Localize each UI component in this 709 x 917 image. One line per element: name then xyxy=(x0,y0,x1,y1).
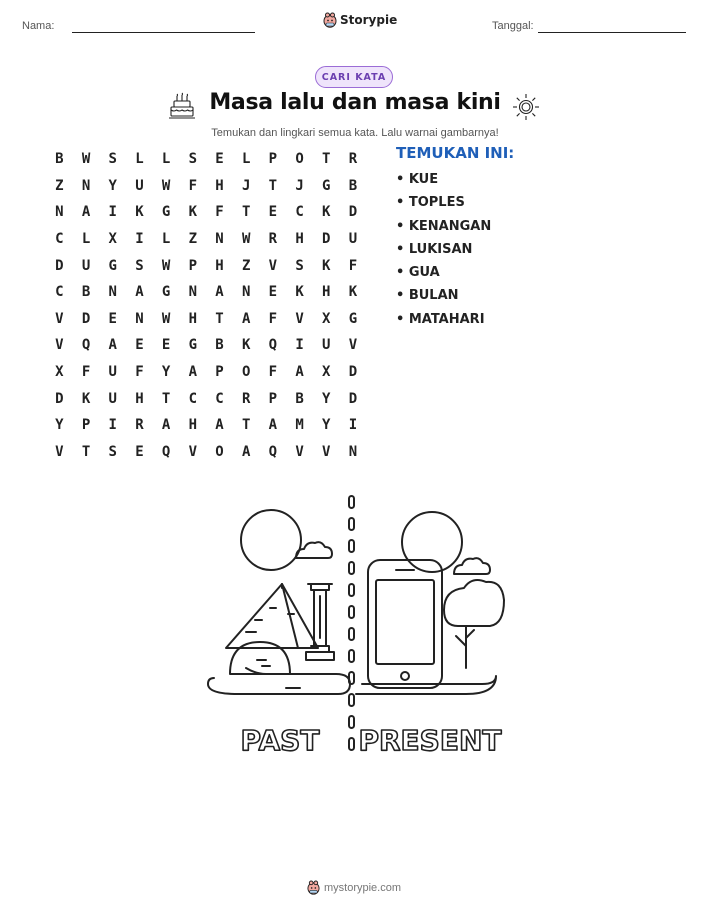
present-sun xyxy=(402,512,462,572)
grid-letter: G xyxy=(322,177,331,194)
present-label: PRESENT xyxy=(358,724,502,757)
grid-letter: Q xyxy=(81,337,91,354)
grid-letter: F xyxy=(188,177,197,194)
grid-letter: C xyxy=(215,390,224,407)
word-item: • MATAHARI xyxy=(396,311,485,327)
grid-letter: Y xyxy=(108,177,117,194)
grid-letter: E xyxy=(161,337,171,354)
grid-letter: F xyxy=(348,257,358,274)
grid-letter: N xyxy=(348,443,358,460)
grid-letter: S xyxy=(295,257,304,274)
storypie-mascot-icon xyxy=(307,880,320,895)
grid-letter: V xyxy=(268,257,278,274)
grid-letter: D xyxy=(55,390,64,407)
grid-letter: E xyxy=(135,337,144,354)
grid-letter: H xyxy=(135,390,144,407)
grid-letter: A xyxy=(215,284,224,301)
grid-letter: E xyxy=(215,151,224,168)
grid-letter: P xyxy=(81,417,91,434)
date-label: Tanggal: xyxy=(492,20,534,32)
grid-letter: T xyxy=(161,390,171,407)
grid-letter: Q xyxy=(268,443,278,460)
grid-letter: F xyxy=(81,364,91,381)
grid-letter: A xyxy=(188,364,197,381)
grid-letter: V xyxy=(295,443,304,460)
grid-letter: E xyxy=(108,310,117,327)
grid-letter: L xyxy=(241,151,251,168)
grid-letter: J xyxy=(295,177,304,194)
grid-letter: I xyxy=(108,204,117,221)
grid-letter: I xyxy=(295,337,304,354)
word-list xyxy=(396,170,491,333)
grid-letter: Z xyxy=(188,231,197,248)
word-item: • KUE xyxy=(396,172,439,187)
grid-letter: G xyxy=(161,284,171,301)
grid-letter: T xyxy=(322,151,331,168)
word-item: • KENANGAN xyxy=(396,218,492,234)
brand-name: Storypie xyxy=(340,13,398,27)
past-label: PAST xyxy=(240,724,320,757)
footer xyxy=(307,880,401,895)
grid-letter: K xyxy=(135,204,144,221)
grid-letter: H xyxy=(215,257,224,274)
grid-letter: A xyxy=(215,417,224,434)
footer-url: mystorypie.com xyxy=(324,881,402,894)
word-item: • TOPLES xyxy=(396,195,465,211)
grid-letter: O xyxy=(295,151,304,168)
name-label: Nama: xyxy=(22,20,55,32)
grid-letter: U xyxy=(81,257,91,274)
word-search-grid xyxy=(46,146,366,465)
grid-letter: E xyxy=(268,284,278,301)
grid-letter: A xyxy=(268,417,278,434)
sun-icon xyxy=(512,93,540,121)
grid-letter: C xyxy=(55,231,64,248)
grid-letter: N xyxy=(215,231,224,248)
grid-letter: V xyxy=(55,337,64,354)
grid-letter: D xyxy=(55,257,64,274)
grid-letter: B xyxy=(348,177,358,194)
grid-letter: Z xyxy=(55,177,64,194)
grid-letter: S xyxy=(135,257,144,274)
grid-letter: D xyxy=(348,204,358,221)
pyramid xyxy=(226,584,318,648)
grid-letter: J xyxy=(241,177,251,194)
grid-letter: L xyxy=(161,151,171,168)
grid-letter: N xyxy=(135,310,144,327)
grid-letter: A xyxy=(108,337,117,354)
grid-letter: E xyxy=(268,204,278,221)
grid-letter: N xyxy=(55,204,64,221)
grid-letter: O xyxy=(215,443,224,460)
grid-letter: P xyxy=(268,151,278,168)
grid-letter: T xyxy=(268,177,278,194)
grid-letter: B xyxy=(215,337,224,354)
tree xyxy=(444,580,504,626)
grid-letter: H xyxy=(188,310,197,327)
grid-letter: P xyxy=(215,364,224,381)
grid-letter: A xyxy=(241,443,251,460)
grid-letter: K xyxy=(322,204,331,221)
present-ground xyxy=(356,676,496,694)
grid-letter: U xyxy=(348,231,358,248)
grid-letter: F xyxy=(268,310,278,327)
grid-letter: B xyxy=(81,284,91,301)
word-list-title: TEMUKAN INI: xyxy=(396,144,515,162)
grid-letter: V xyxy=(322,443,331,460)
grid-letter: G xyxy=(188,337,197,354)
cave-dome xyxy=(230,642,290,674)
brand-logo xyxy=(323,12,397,28)
past-moon xyxy=(241,510,301,570)
grid-letter: A xyxy=(161,417,171,434)
date-line xyxy=(538,32,686,33)
grid-letter: V xyxy=(188,443,197,460)
grid-letter: A xyxy=(241,310,251,327)
grid-letter: P xyxy=(268,390,278,407)
grid-letter: T xyxy=(215,310,224,327)
grid-letter: H xyxy=(295,231,304,248)
instructions: Temukan dan lingkari semua kata. Lalu warnai gambarnya! xyxy=(211,127,499,139)
grid-letter: V xyxy=(55,310,64,327)
grid-letter: W xyxy=(81,151,91,168)
grid-letter: C xyxy=(55,284,64,301)
grid-letter: R xyxy=(241,390,251,407)
center-divider xyxy=(349,496,354,750)
activity-badge: CARI KATA xyxy=(315,66,393,88)
grid-letter: W xyxy=(161,310,171,327)
grid-letter: L xyxy=(135,151,144,168)
grid-letter: T xyxy=(81,443,91,460)
page-title: Masa lalu dan masa kini xyxy=(209,90,501,115)
grid-letter: X xyxy=(322,364,331,381)
grid-letter: U xyxy=(108,364,117,381)
past-present-illustration xyxy=(200,488,510,768)
word-item: • GUA xyxy=(396,265,440,281)
grid-letter: R xyxy=(348,151,358,168)
grid-letter: D xyxy=(81,310,91,327)
grid-letter: X xyxy=(55,364,64,381)
grid-letter: N xyxy=(188,284,197,301)
grid-letter: W xyxy=(161,257,171,274)
grid-letter: U xyxy=(135,177,144,194)
grid-letter: I xyxy=(135,231,144,248)
grid-letter: Z xyxy=(241,257,251,274)
birthday-cake-icon xyxy=(168,92,196,120)
grid-letter: P xyxy=(188,257,197,274)
grid-letter: K xyxy=(241,337,251,354)
grid-letter: T xyxy=(241,417,251,434)
grid-letter: G xyxy=(348,310,358,327)
grid-letter: K xyxy=(348,284,358,301)
grid-letter: L xyxy=(81,231,91,248)
grid-letter: D xyxy=(348,390,358,407)
grid-letter: I xyxy=(108,417,117,434)
grid-letter: O xyxy=(241,364,251,381)
grid-letter: G xyxy=(161,204,171,221)
grid-letter: G xyxy=(108,257,117,274)
grid-letter: H xyxy=(322,284,331,301)
grid-letter: A xyxy=(81,204,91,221)
present-cloud xyxy=(454,558,490,574)
name-line xyxy=(72,32,255,33)
grid-letter: Q xyxy=(161,443,171,460)
grid-letter: W xyxy=(161,177,171,194)
grid-letter: Y xyxy=(322,390,331,407)
grid-letter: R xyxy=(135,417,144,434)
grid-letter: A xyxy=(295,364,304,381)
grid-letter: B xyxy=(295,390,304,407)
grid-letter: V xyxy=(55,443,64,460)
grid-letter: F xyxy=(268,364,278,381)
grid-letter: N xyxy=(81,177,91,194)
grid-letter: H xyxy=(215,177,224,194)
grid-letter: K xyxy=(188,204,197,221)
grid-letter: F xyxy=(215,204,224,221)
grid-letter: F xyxy=(135,364,144,381)
grid-letter: R xyxy=(268,231,278,248)
grid-letter: K xyxy=(81,390,91,407)
grid-letter: V xyxy=(295,310,304,327)
grid-letter: N xyxy=(108,284,117,301)
grid-letter: K xyxy=(322,257,331,274)
grid-letter: N xyxy=(241,284,251,301)
grid-letter: C xyxy=(188,390,197,407)
grid-letter: C xyxy=(295,204,304,221)
word-item: • LUKISAN xyxy=(396,241,473,257)
grid-letter: T xyxy=(241,204,251,221)
grid-letter: D xyxy=(348,364,358,381)
grid-letter: S xyxy=(188,151,197,168)
word-item: • BULAN xyxy=(396,288,459,304)
grid-letter: X xyxy=(108,231,117,248)
grid-letter: H xyxy=(188,417,197,434)
grid-letter: E xyxy=(135,443,144,460)
grid-letter: Y xyxy=(55,417,64,434)
grid-letter: B xyxy=(55,151,64,168)
grid-letter: U xyxy=(108,390,117,407)
grid-letter: M xyxy=(295,417,304,434)
grid-letter: U xyxy=(322,337,331,354)
grid-letter: Q xyxy=(268,337,278,354)
grid-letter: L xyxy=(161,231,171,248)
grid-letter: A xyxy=(135,284,144,301)
grid-letter: Y xyxy=(322,417,331,434)
grid-letter: X xyxy=(322,310,331,327)
grid-letter: V xyxy=(348,337,358,354)
grid-letter: S xyxy=(108,151,117,168)
storypie-mascot-icon xyxy=(323,12,337,28)
grid-letter: I xyxy=(348,417,358,434)
grid-letter: K xyxy=(295,284,304,301)
grid-letter: S xyxy=(108,443,117,460)
grid-letter: Y xyxy=(161,364,171,381)
grid-letter: W xyxy=(241,231,251,248)
grid-letter: D xyxy=(322,231,331,248)
